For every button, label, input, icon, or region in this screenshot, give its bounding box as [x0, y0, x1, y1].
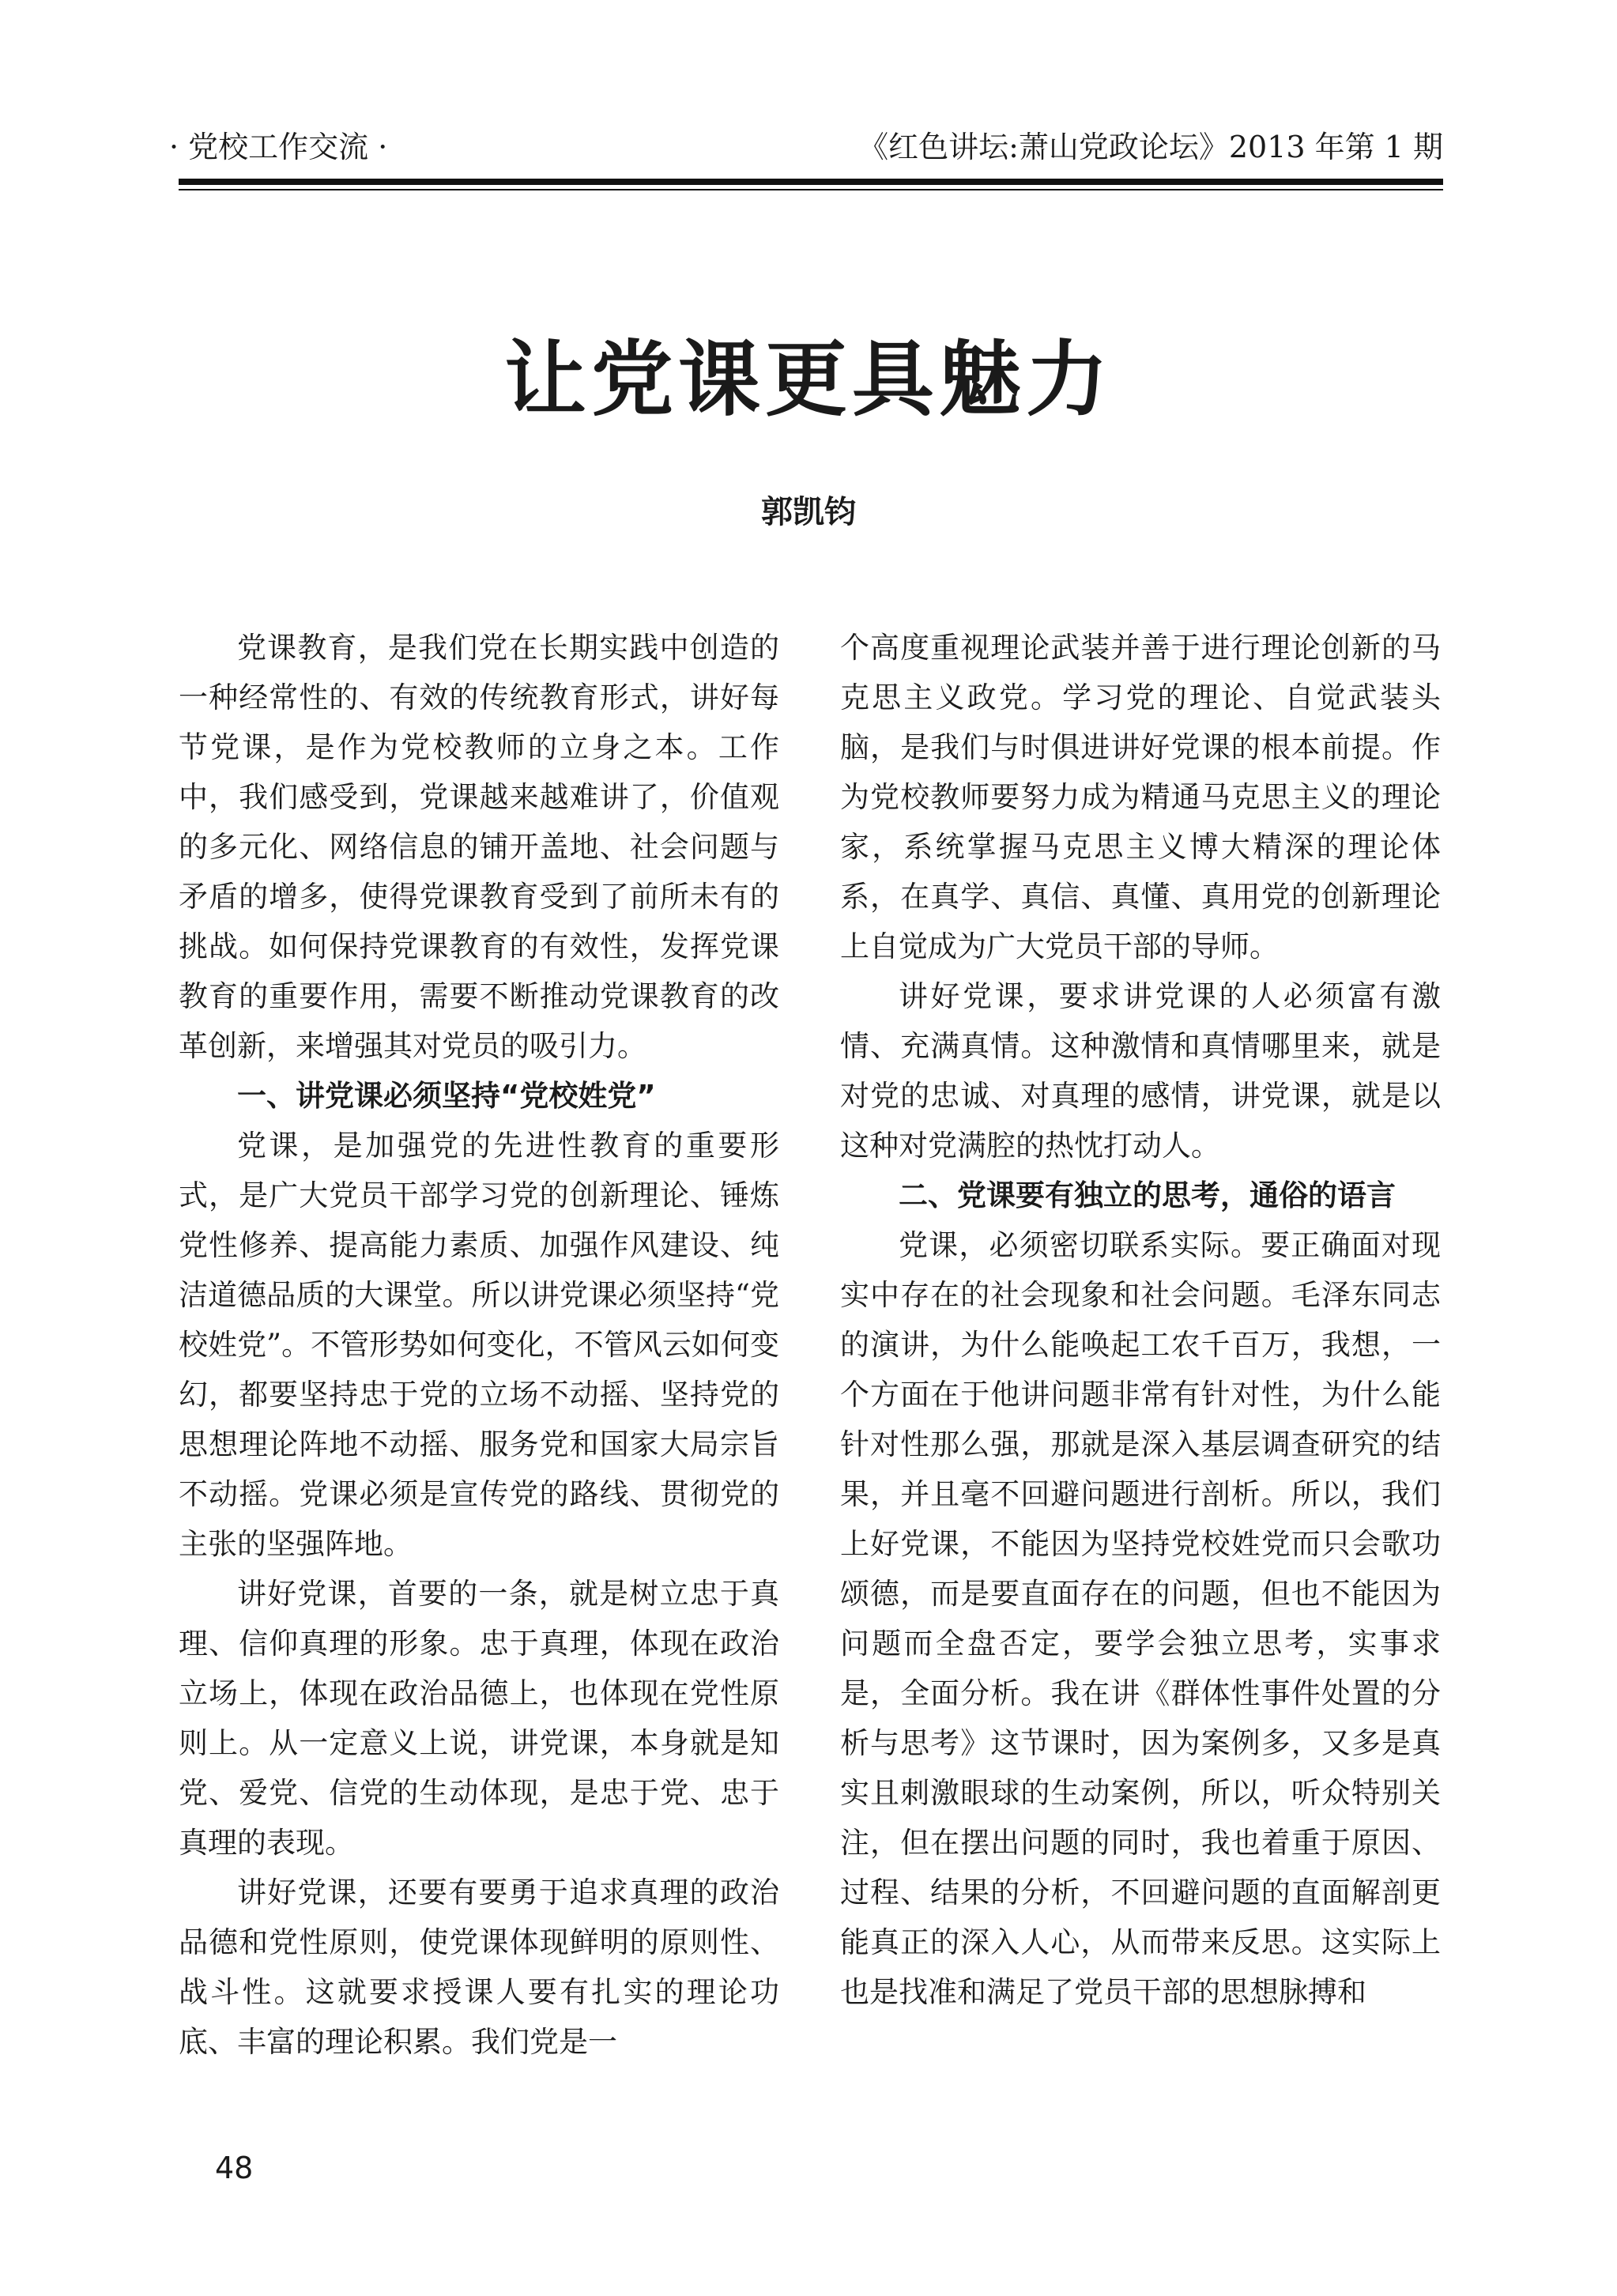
section-heading: 一、讲党课必须坚持“党校姓党”: [237, 1079, 656, 1113]
article-author: 郭凯钧: [761, 494, 856, 530]
section-heading: 二、党课要有独立的思考，通俗的语言: [899, 1178, 1396, 1212]
right-column: [840, 623, 1441, 2017]
header-rule-thin: [179, 189, 1443, 190]
journal-issue: 《红色讲坛:萧山党政论坛》2013 年第 1 期: [858, 130, 1443, 164]
header-rule-thick: [179, 179, 1443, 185]
paragraph: 讲好党课，首要的一条，就是树立忠于真理、信仰真理的形象。忠于真理，体现在政治立场上，体现在政治品德上，也体现在党性原则上。从一定意义上说，讲党课，本身就是知党、爱党、信党的生动体现，是忠于党、忠于真理的表现。: [179, 1577, 779, 1860]
article-title: 让党课更具魅力: [503, 330, 1113, 428]
paragraph: 党课教育，是我们党在长期实践中创造的一种经常性的、有效的传统教育形式，讲好每节党课，是作为党校教师的立身之本。工作中，我们感受到，党课越来越难讲了，价值观的多元化、网络信息的铺开盖地、社会问题与矛盾的增多，使得党课教育受到了前所未有的挑战。如何保持党课教育的有效性，发挥党课教育的重要作用，需要不断推动党课教育的改革创新，来增强其对党员的吸引力。: [179, 631, 779, 1063]
page-number: 48: [215, 2151, 254, 2185]
paragraph-continued: 个高度重视理论武装并善于进行理论创新的马克思主义政党。学习党的理论、自觉武装头脑，是我们与时俱进讲好党课的根本前提。作为党校教师要努力成为精通马克思主义的理论家，系统掌握马克思主义博大精深的理论体系，在真学、真信、真懂、真用党的创新理论上自觉成为广大党员干部的导师。: [840, 631, 1441, 963]
paragraph: 党课，必须密切联系实际。要正确面对现实中存在的社会现象和社会问题。毛泽东同志的演讲，为什么能唤起工农千百万，我想，一个方面在于他讲问题非常有针对性，为什么能针对性那么强，那就是深入基层调查研究的结果，并且毫不回避问题进行剖析。所以，我们上好党课，不能因为坚持党校姓党而只会歌功颂德，而是要直面存在的问题，但也不能因为问题而全盘否定，要学会独立思考，实事求是，全面分析。我在讲《群体性事件处置的分析与思考》这节课时，因为案例多，又多是真实且刺激眼球的生动案例，所以，听众特别关注，但在摆出问题的同时，我也着重于原因、过程、结果的分析，不回避问题的直面解剖更能真正的深入人心，从而带来反思。这实际上也是找准和满足了党员干部的思想脉搏和: [840, 1228, 1441, 2009]
left-column: [179, 623, 779, 2067]
paragraph: 党课，是加强党的先进性教育的重要形式，是广大党员干部学习党的创新理论、锤炼党性修养、提高能力素质、加强作风建设、纯洁道德品质的大课堂。所以讲党课必须坚持“党校姓党”。不管形势如何变化，不管风云如何变幻，都要坚持忠于党的立场不动摇、坚持党的思想理论阵地不动摇、服务党和国家大局宗旨不动摇。党课必须是宣传党的路线、贯彻党的主张的坚强阵地。: [179, 1129, 779, 1561]
paragraph: 讲好党课，要求讲党课的人必须富有激情、充满真情。这种激情和真情哪里来，就是对党的忠诚、对真理的感情，讲党课，就是以这种对党满腔的热忱打动人。: [840, 979, 1441, 1163]
paragraph: 讲好党课，还要有要勇于追求真理的政治品德和党性原则，使党课体现鲜明的原则性、战斗性。这就要求授课人要有扎实的理论功底、丰富的理论积累。我们党是一: [179, 1876, 779, 2059]
section-label: · 党校工作交流 ·: [169, 130, 388, 164]
